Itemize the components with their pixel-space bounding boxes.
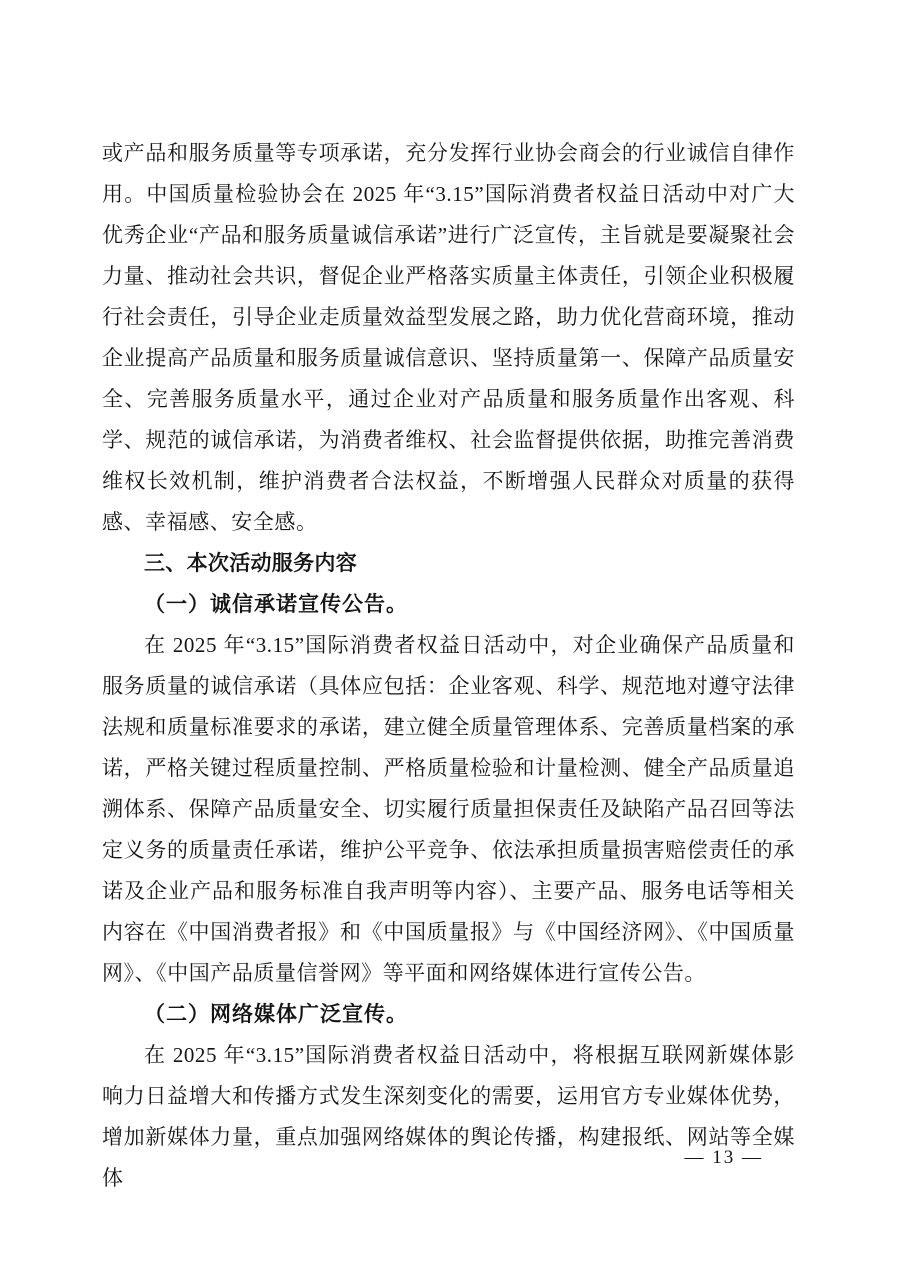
section-heading-activity-service-content: 三、本次活动服务内容 [144,552,357,575]
subsection-heading-network-media-promotion: （二）网络媒体广泛宣传。 [144,1002,408,1026]
subsection-heading-integrity-commitment-announcement: （一）诚信承诺宣传公告。 [144,592,408,616]
paragraph-network-media-details: 在 2025 年“3.15”国际消费者权益日活动中，将根据互联网新媒体影响力日益增大和传播方式发生深刻变化的需要，运用官方专业媒体优势，增加新媒体力量，重点加强网络媒体的舆论传播，构建报纸、网站等全媒体 [102,1043,795,1190]
page-number: — 13 — [684,1147,763,1168]
paragraph-continued-from-previous-page: 或产品和服务质量等专项承诺，充分发挥行业协会商会的行业诚信自律作用。中国质量检验协会在 2025 年“3.15”国际消费者权益日活动中对广大优秀企业“产品和服务质量诚信承诺”进行广泛宣传，主旨就是要凝聚社会力量、推动社会共识，督促企业严格落实质量主体责任，引领企业积极履行社会责任，引导企业走质量效益型发展之路，助力优化营商环境，推动企业提高产品质量和服务质量诚信意识、坚持质量第一、保障产品质量安全、完善服务质量水平，通过企业对产品质量和服务质量作出客观、科学、规范的诚信承诺，为消费者维权、社会监督提供依据，助推完善消费维权长效机制，维护消费者合法权益，不断增强人民群众对质量的获得感、幸福感、安全感。 [102,141,795,534]
paragraph-integrity-commitment-details: 在 2025 年“3.15”国际消费者权益日活动中，对企业确保产品质量和服务质量的诚信承诺（具体应包括：企业客观、科学、规范地对遵守法律法规和质量标准要求的承诺，建立健全质量管理体系、完善质量档案的承诺，严格关键过程质量控制、严格质量检验和计量检测、健全产品质量追溯体系、保障产品质量安全、切实履行质量担保责任及缺陷产品召回等法定义务的质量责任承诺，维护公平竞争、依法承担质量损害赔偿责任的承诺及企业产品和服务标准自我声明等内容）、主要产品、服务电话等相关内容在《中国消费者报》和《中国质量报》与《中国经济网》、《中国质量网》、《中国产品质量信誉网》等平面和网络媒体进行宣传公告。 [102,633,795,985]
document-text-body [102,133,795,1199]
